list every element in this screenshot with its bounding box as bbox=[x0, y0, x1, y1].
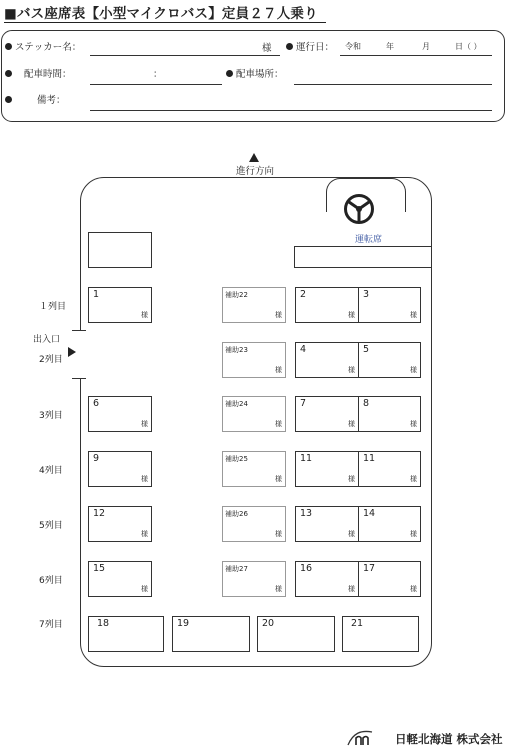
seat-number: 7 bbox=[300, 398, 307, 409]
seat-suffix: 様 bbox=[348, 530, 355, 538]
seat-number: 14 bbox=[363, 508, 376, 519]
notes-label bbox=[5, 92, 66, 106]
seat-suffix: 様 bbox=[410, 530, 417, 538]
seat-1[interactable] bbox=[88, 287, 152, 323]
seat-number: 2 bbox=[300, 289, 307, 300]
seat-suffix: 様 bbox=[410, 366, 417, 374]
seat-suffix: 様 bbox=[348, 420, 355, 428]
seat-suffix: 様 bbox=[141, 420, 148, 428]
seat-12[interactable] bbox=[88, 506, 152, 542]
direction-label: 進行方向 bbox=[236, 166, 275, 177]
seat-9[interactable] bbox=[88, 451, 152, 487]
seat-number: 11 bbox=[300, 453, 313, 464]
door-tick-bottom bbox=[72, 378, 86, 379]
dispatch-place-label bbox=[226, 66, 284, 80]
service-date-field[interactable] bbox=[340, 55, 492, 56]
steering-wheel-icon bbox=[343, 193, 375, 225]
seat-number: 18 bbox=[97, 618, 110, 629]
bullet-icon bbox=[226, 70, 233, 77]
seat-suffix: 様 bbox=[348, 311, 355, 319]
aux-seat-22[interactable] bbox=[222, 287, 286, 323]
seat-number: 11 bbox=[363, 453, 376, 464]
seat-suffix: 様 bbox=[275, 311, 282, 319]
seat-suffix: 様 bbox=[410, 420, 417, 428]
seat-suffix: 様 bbox=[348, 475, 355, 483]
door-tick-top bbox=[72, 330, 86, 331]
row-label: 7列目 bbox=[39, 620, 63, 630]
seat-number: 5 bbox=[363, 344, 370, 355]
bullet-icon bbox=[5, 70, 12, 77]
seat-suffix: 様 bbox=[141, 311, 148, 319]
row-label: 6列目 bbox=[39, 576, 63, 586]
dispatch-place-text: 配車場所： bbox=[236, 69, 284, 80]
seat-number: 21 bbox=[351, 618, 364, 629]
aux-seat-number: 補助27 bbox=[225, 565, 248, 573]
sticker-name-field[interactable] bbox=[90, 55, 280, 56]
dispatch-place-field[interactable] bbox=[294, 84, 492, 85]
time-colon: ： bbox=[153, 69, 163, 80]
row-label: １列目 bbox=[39, 302, 67, 312]
direction-arrow-icon bbox=[249, 153, 259, 162]
aux-seat-24[interactable] bbox=[222, 396, 286, 432]
seat-suffix: 様 bbox=[410, 475, 417, 483]
seat-number: 6 bbox=[93, 398, 100, 409]
aux-seat-25[interactable] bbox=[222, 451, 286, 487]
seat-number: 13 bbox=[300, 508, 313, 519]
seat-number: 9 bbox=[93, 453, 100, 464]
row-label: 5列目 bbox=[39, 521, 63, 531]
seat-2[interactable] bbox=[295, 287, 359, 323]
entrance-arrow-icon bbox=[68, 347, 76, 357]
seat-suffix: 様 bbox=[275, 530, 282, 538]
era-label: 令和 bbox=[345, 42, 361, 51]
seat-number: 20 bbox=[262, 618, 275, 629]
dispatch-time-field[interactable] bbox=[90, 84, 222, 85]
seat-21[interactable] bbox=[342, 616, 419, 652]
title-underline bbox=[4, 22, 326, 23]
seat-suffix: 様 bbox=[410, 585, 417, 593]
seat-suffix: 様 bbox=[141, 475, 148, 483]
entrance-label: 出入口 bbox=[33, 335, 61, 345]
aux-seat-26[interactable] bbox=[222, 506, 286, 542]
page-title: ■バス座席表【小型マイクロバス】定員２７人乗り bbox=[4, 6, 318, 22]
row-label: 2列目 bbox=[39, 355, 63, 365]
sticker-suffix: 様 bbox=[262, 43, 272, 54]
seat-suffix: 様 bbox=[348, 585, 355, 593]
seat-number: 12 bbox=[93, 508, 106, 519]
seat-18[interactable] bbox=[88, 616, 164, 652]
nikkei-swoosh-logo-icon bbox=[347, 730, 373, 746]
day-unit: 日（ ） bbox=[455, 42, 482, 51]
dispatch-time-text: 配車時間： bbox=[24, 69, 72, 80]
seat-16[interactable] bbox=[295, 561, 359, 597]
company-name: 日軽北海道 株式会社 bbox=[395, 732, 503, 746]
seat-17[interactable] bbox=[358, 561, 421, 597]
seat-8[interactable] bbox=[358, 396, 421, 432]
year-unit: 年 bbox=[386, 42, 394, 51]
seat-suffix: 様 bbox=[141, 530, 148, 538]
sticker-name-text: ステッカー名： bbox=[15, 42, 82, 53]
seat-number: 8 bbox=[363, 398, 370, 409]
seat-3[interactable] bbox=[358, 287, 421, 323]
seat-number: 19 bbox=[177, 618, 190, 629]
seat-6[interactable] bbox=[88, 396, 152, 432]
aux-seat-27[interactable] bbox=[222, 561, 286, 597]
aux-seat-number: 補助24 bbox=[225, 400, 248, 408]
seat-11[interactable] bbox=[358, 451, 421, 487]
seat-10[interactable] bbox=[295, 451, 359, 487]
seat-suffix: 様 bbox=[141, 585, 148, 593]
door-opening bbox=[78, 331, 83, 379]
notes-text: 備考： bbox=[37, 95, 66, 106]
seat-suffix: 様 bbox=[348, 366, 355, 374]
seat-number: 15 bbox=[93, 563, 106, 574]
seat-number: 17 bbox=[363, 563, 376, 574]
seat-number: 4 bbox=[300, 344, 307, 355]
seat-13[interactable] bbox=[295, 506, 359, 542]
seat-19[interactable] bbox=[172, 616, 250, 652]
seat-20[interactable] bbox=[257, 616, 335, 652]
aux-seat-number: 補助26 bbox=[225, 510, 248, 518]
aux-seat-number: 補助25 bbox=[225, 455, 248, 463]
seat-number: 1 bbox=[93, 289, 100, 300]
service-date-text: 運行日： bbox=[296, 42, 335, 53]
seat-7[interactable] bbox=[295, 396, 359, 432]
seat-number: 3 bbox=[363, 289, 370, 300]
service-date-label bbox=[286, 39, 334, 53]
seat-suffix: 様 bbox=[275, 366, 282, 374]
front-luggage-box bbox=[88, 232, 152, 268]
seat-5[interactable] bbox=[358, 342, 421, 378]
aux-seat-number: 補助22 bbox=[225, 291, 248, 299]
driver-seat-label: 運転席 bbox=[355, 235, 383, 245]
seat-14[interactable] bbox=[358, 506, 421, 542]
row-label: 3列目 bbox=[39, 411, 63, 421]
aux-seat-number: 補助23 bbox=[225, 346, 248, 354]
seat-suffix: 様 bbox=[275, 475, 282, 483]
month-unit: 月 bbox=[422, 42, 430, 51]
notes-field[interactable] bbox=[90, 110, 492, 111]
dispatch-time-label bbox=[5, 66, 72, 80]
seat-suffix: 様 bbox=[275, 420, 282, 428]
aux-seat-23[interactable] bbox=[222, 342, 286, 378]
bullet-icon bbox=[5, 96, 12, 103]
seat-suffix: 様 bbox=[275, 585, 282, 593]
sticker-name-label bbox=[5, 39, 81, 53]
driver-seat-box bbox=[294, 246, 432, 268]
seat-4[interactable] bbox=[295, 342, 359, 378]
bullet-icon bbox=[286, 43, 293, 50]
bullet-icon bbox=[5, 43, 12, 50]
seat-15[interactable] bbox=[88, 561, 152, 597]
seat-number: 16 bbox=[300, 563, 313, 574]
seat-suffix: 様 bbox=[410, 311, 417, 319]
row-label: 4列目 bbox=[39, 466, 63, 476]
